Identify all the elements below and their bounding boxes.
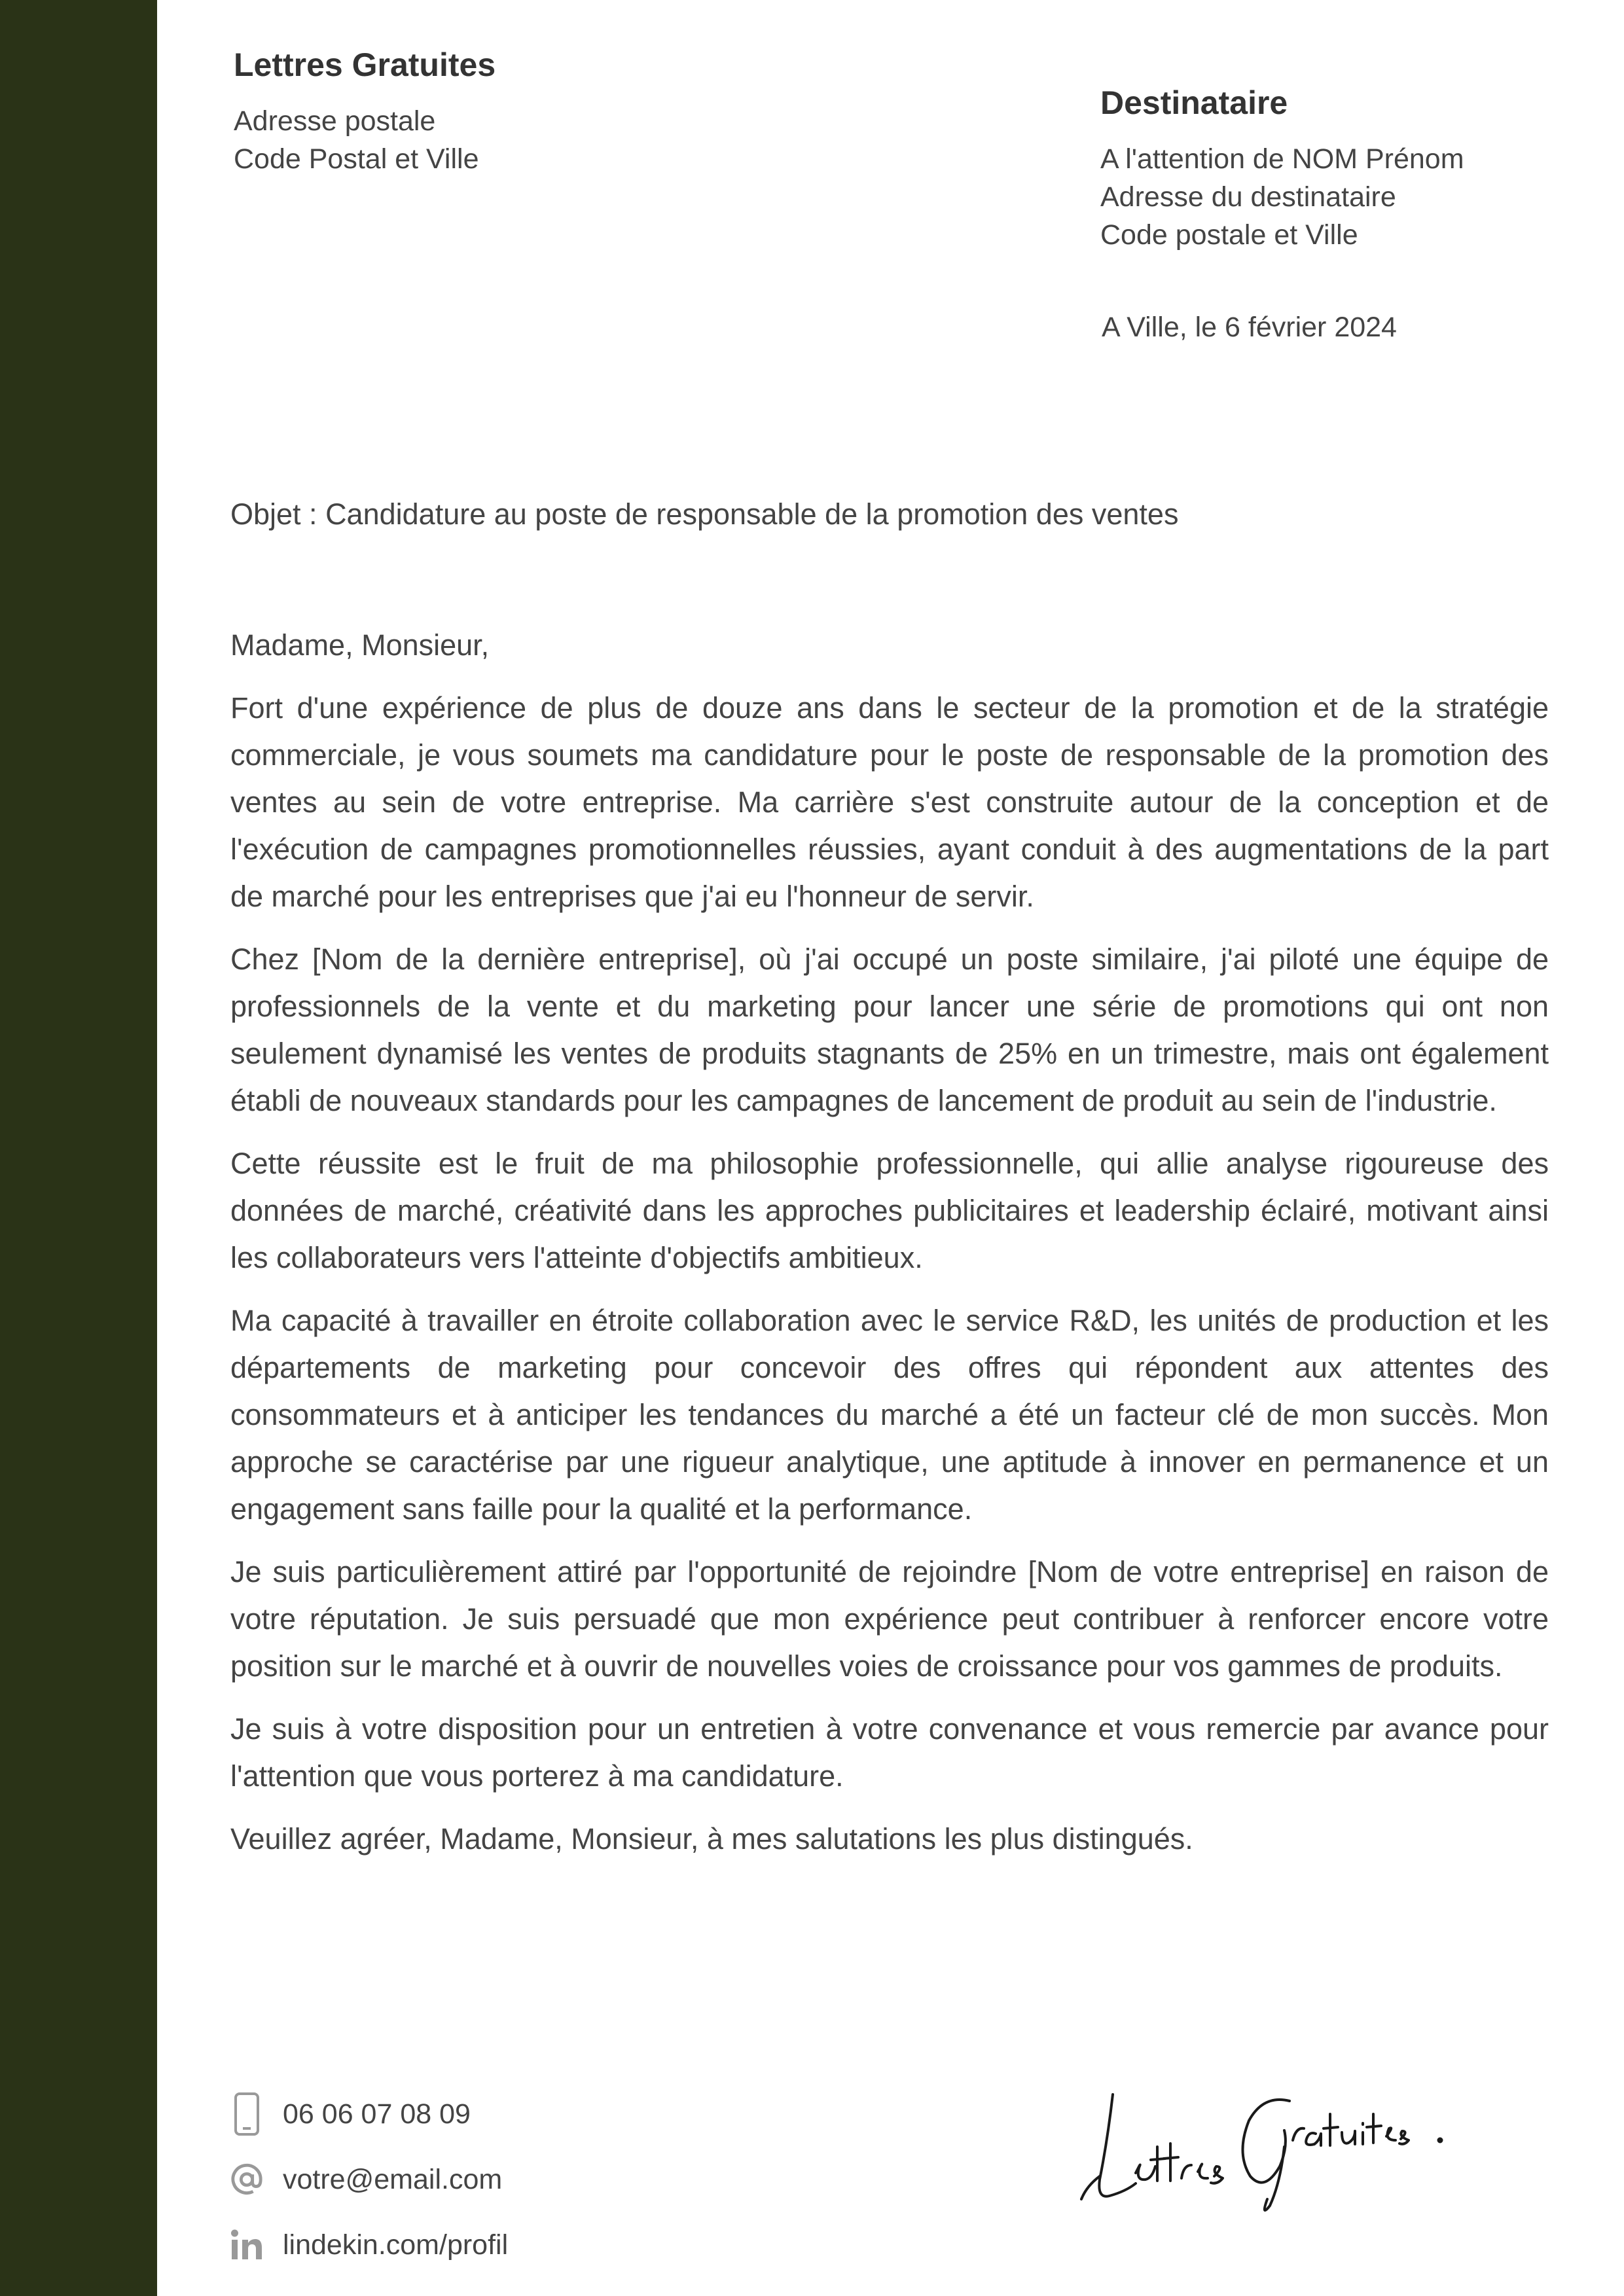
closing: Veuillez agréer, Madame, Monsieur, à mes salutations les plus distingués. xyxy=(230,1822,1193,1856)
letter-body xyxy=(230,622,1549,1878)
paragraph: Fort d'une expérience de plus de douze ans dans le secteur de la promotion et de la stratégie commerciale, je vous soumets ma candidature pour le poste de responsable de la promotion des ventes au sein de votre entreprise. Ma carrière s'est construite autour de la conception et de l'exécution de campagnes promotionnelles réussies, ayant conduit à des augmentations de la part de marché pour les entreprises que j'ai eu l'honneur de servir. xyxy=(230,691,1549,913)
paragraph: Cette réussite est le fruit de ma philosophie professionnelle, qui allie analyse rigoureuse des données de marché, créativité dans les approches publicitaires et leadership éclairé, motivant ainsi les collaborateurs vers l'atteinte d'objectifs ambitieux. xyxy=(230,1147,1549,1274)
recipient-title: Destinataire xyxy=(1100,84,1288,121)
sender-address-line1: Adresse postale xyxy=(234,105,436,137)
linkedin-url: lindekin.com/profil xyxy=(283,2229,509,2261)
at-icon xyxy=(230,2157,263,2202)
recipient-line2: Adresse du destinataire xyxy=(1100,181,1396,213)
contact-list xyxy=(230,2081,508,2278)
sidebar-band xyxy=(0,0,157,2296)
recipient-line3: Code postale et Ville xyxy=(1100,219,1358,251)
recipient-block xyxy=(1100,84,1464,254)
sender-name: Lettres Gratuites xyxy=(234,46,496,83)
paragraph: Je suis à votre disposition pour un entretien à votre convenance et vous remercie par avance pour l'attention que vous porterez à ma candidature. xyxy=(230,1712,1549,1793)
greeting: Madame, Monsieur, xyxy=(230,628,490,662)
recipient-line1: A l'attention de NOM Prénom xyxy=(1100,143,1464,175)
letter-date: A Ville, le 6 février 2024 xyxy=(1102,312,1397,343)
phone-icon xyxy=(230,2091,263,2137)
paragraph: Ma capacité à travailler en étroite collaboration avec le service R&D, les unités de production et les départements de marketing pour concevoir des offres qui répondent aux attentes des consommateurs et à anticiper les tendances du marché a été un facteur clé de mon succès. Mon approche se caractérise par une rigueur analytique, une aptitude à innover en permanence et un engagement sans faille pour la qualité et la performance. xyxy=(230,1304,1549,1526)
paragraph: Chez [Nom de la dernière entreprise], où j'ai occupé un poste similaire, j'ai piloté une équipe de professionnels de la vente et du marketing pour lancer une série de promotions qui ont non seulement dynamisé les ventes de produits stagnants de 25% en un trimestre, mais ont également établi de nouveaux standards pour les campagnes de lancement de produit au sein de l'industrie. xyxy=(230,942,1549,1117)
contact-phone xyxy=(230,2081,508,2147)
contact-email xyxy=(230,2147,508,2212)
sender-address-line2: Code Postal et Ville xyxy=(234,143,479,175)
email-address: votre@email.com xyxy=(283,2163,503,2195)
phone-number: 06 06 07 08 09 xyxy=(283,2098,471,2130)
contact-linkedin xyxy=(230,2212,508,2278)
linkedin-icon xyxy=(230,2222,263,2268)
letter-subject: Objet : Candidature au poste de responsable de la promotion des ventes xyxy=(230,497,1179,531)
handwritten-signature xyxy=(1074,2068,1466,2219)
paragraph: Je suis particulièrement attiré par l'opportunité de rejoindre [Nom de votre entreprise] en raison de votre réputation. Je suis persuadé que mon expérience peut contribuer à renforcer encore votre position sur le marché et à ouvrir de nouvelles voies de croissance pour vos gammes de produits. xyxy=(230,1555,1549,1683)
sender-block xyxy=(234,46,496,178)
